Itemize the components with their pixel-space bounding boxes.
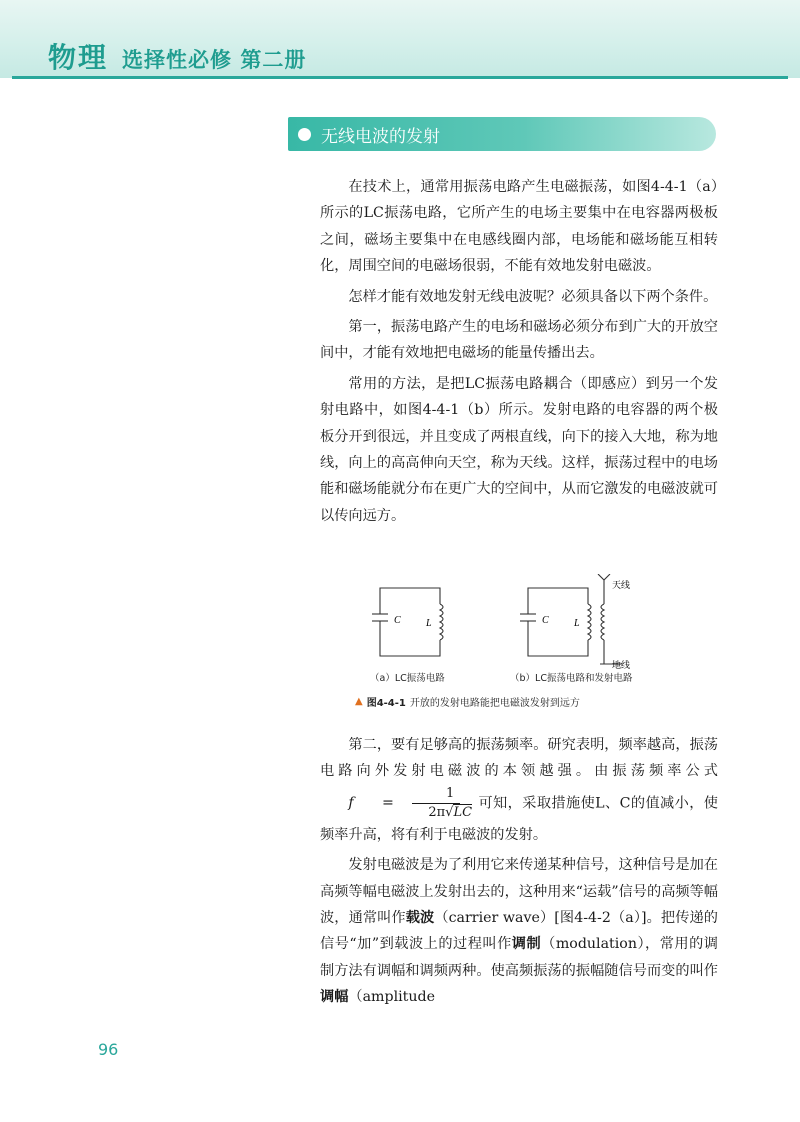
body-text-lower — [320, 732, 718, 1015]
formula-den-root: LC — [453, 804, 473, 820]
paragraph: 常用的方法，是把LC振荡电路耦合（即感应）到另一个发射电路中，如图4-4-1（b）所示。发射电路的电容器的两个极板分开到很远，并且变成了两根直线，向下的接入大地，称为地线，向上的高高伸向天空，称为天线。这样，振荡过程中的电场能和磁场能就分布在更广大的空间中，从而它激发的电磁波就可以传向远方。 — [320, 375, 718, 524]
section-title: 无线电波的发射 — [321, 126, 440, 147]
lc-circuit-b — [520, 588, 591, 656]
paragraph-text: （modulation），常用的调制方法有调幅和调频两种。使高频振荡的振幅随信号而变的叫作 — [320, 936, 718, 979]
label-antenna: 天线 — [612, 581, 631, 591]
section-heading-bar — [288, 117, 716, 151]
label-l-a: L — [426, 618, 432, 629]
figure-caption-a: （a）LC振荡电路 — [370, 673, 445, 684]
keyword-modulation: 调制 — [511, 936, 542, 953]
formula-den-prefix: 2π — [428, 804, 446, 820]
figure-caption-b: （b）LC振荡电路和发射电路 — [510, 673, 633, 684]
formula-equals: = — [382, 795, 394, 812]
paragraph: 第一，振荡电路产生的电场和磁场必须分布到广大的开放空间中，才能有效地把电磁场的能量传播出去。 — [320, 319, 718, 362]
book-title: 选择性必修 第二册 — [122, 48, 307, 72]
subject-title: 物理 — [48, 41, 109, 74]
label-c-a: C — [394, 615, 401, 626]
formula-f: f — [348, 795, 354, 812]
paragraph-text: （carrier wave）[图4-4-2（a）]。把传递的信号“加”到载波上的过程叫作 — [320, 910, 718, 953]
paragraph-text: （amplitude — [348, 989, 435, 1006]
paragraph — [320, 732, 718, 848]
label-c-b: C — [542, 615, 549, 626]
body-text-upper — [320, 174, 718, 533]
label-l-b: L — [574, 618, 580, 629]
formula-numerator: 1 — [412, 785, 461, 804]
book-header — [48, 36, 306, 72]
header-rule — [12, 76, 788, 79]
circuit-figure — [360, 574, 690, 684]
figure-number: 图4-4-1 — [366, 698, 406, 709]
keyword-carrier: 载波 — [405, 910, 435, 927]
paragraph-text: 可知，采取措施使L、C的值减小，使频率升高，将有利于电磁波的发射。 — [320, 795, 718, 843]
frequency-formula — [320, 785, 478, 822]
paragraph-text: 发射电磁波是为了利用它来传递某种信号，这种信号是加在高频等幅电磁波上发射出去的，这种用来“运载”信号的高频等幅波，通常叫作 — [320, 857, 718, 927]
bullet-dot-icon — [298, 128, 311, 141]
figure-caption-text: 开放的发射电路能把电磁波发射到远方 — [409, 698, 580, 709]
paragraph — [320, 852, 718, 1010]
paragraph-text: 第二，要有足够高的振荡频率。研究表明，频率越高，振荡电路向外发射电磁波的本领越强。由振荡频率公式 — [320, 737, 718, 780]
triangle-icon: ▲ — [355, 696, 363, 707]
keyword-am: 调幅 — [320, 989, 349, 1006]
formula-denominator: 2π√LC — [428, 804, 473, 820]
figure-caption — [355, 694, 580, 709]
formula-fraction — [396, 785, 476, 822]
page-number: 96 — [98, 1040, 119, 1059]
paragraph: 在技术上，通常用振荡电路产生电磁振荡，如图4-4-1（a）所示的LC振荡电路，它所产生的电场主要集中在电容器两极板之间，磁场主要集中在电感线圈内部，电场能和磁场能互相转化，周围空间的电磁场很弱，不能有效地发射电磁波。 — [320, 179, 718, 275]
lc-circuit-a — [372, 588, 443, 656]
label-ground: 地线 — [612, 661, 631, 671]
paragraph: 怎样才能有效地发射无线电波呢？必须具备以下两个条件。 — [348, 288, 718, 305]
